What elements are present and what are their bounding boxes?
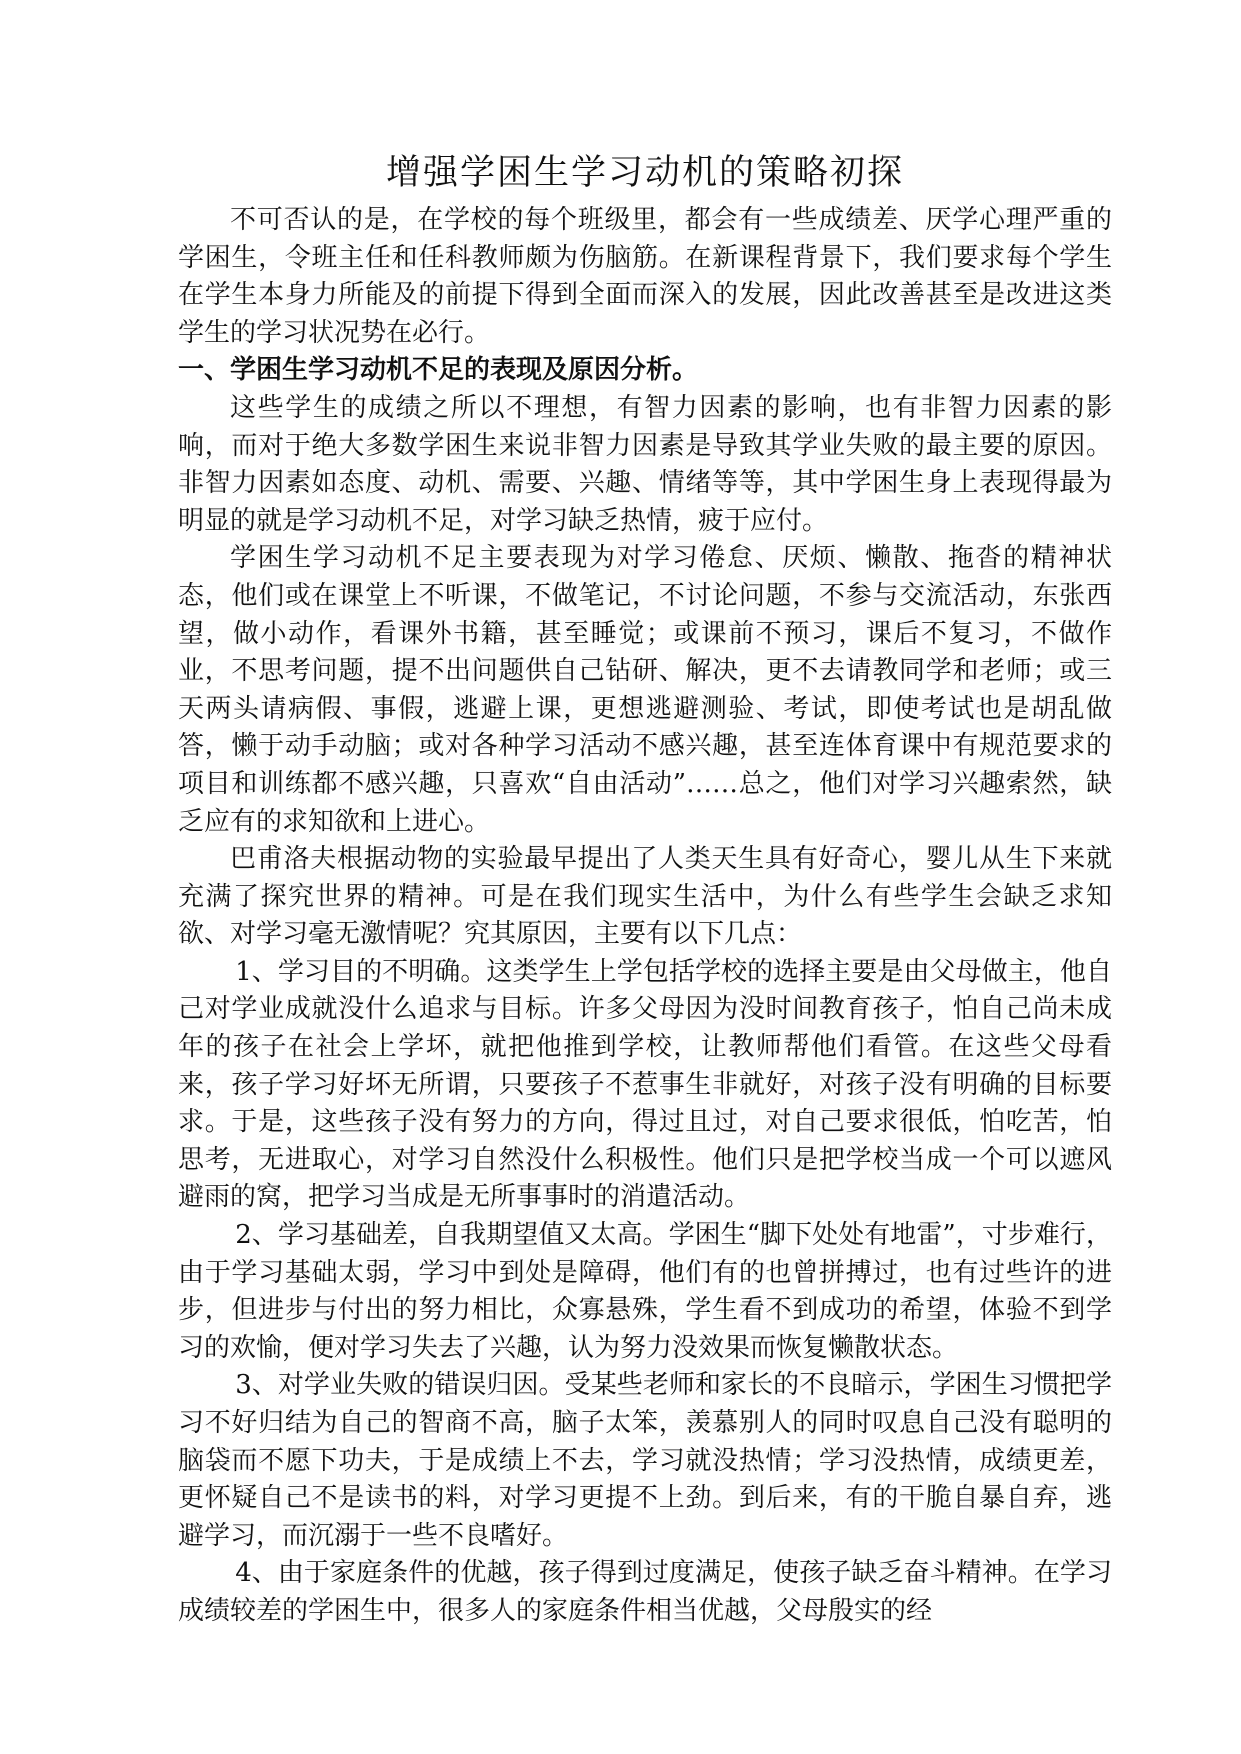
document-page <box>178 148 1112 1631</box>
document-title: 增强学困生学习动机的策略初探 <box>385 153 904 193</box>
section-heading: 一、学困生学习动机不足的表现及原因分析。 <box>178 355 699 386</box>
reason-paragraph: 3、对学业失败的错误归因。受某些老师和家长的不良暗示，学困生习惯把学习不好归结为自己的智商不高，脑子太笨，羡慕别人的同时叹息自己没有聪明的脑袋而不愿下功夫，于是成绩上不去，学习就没热情；学习没热情，成绩更差，更怀疑自己不是读书的料，对学习更提不上劲。到后来，有的干脆自暴自弃，逃避学习，而沉溺于一些不良嗜好。 <box>178 1370 1112 1551</box>
reason-paragraph: 1、学习目的不明确。这类学生上学包括学校的选择主要是由父母做主，他自己对学业成就没什么追求与目标。许多父母因为没时间教育孩子，怕自己尚未成年的孩子在社会上学坏，就把他推到学校，让教师帮他们看管。在这些父母看来，孩子学习好坏无所谓，只要孩子不惹事生非就好，对孩子没有明确的目标要求。于是，这些孩子没有努力的方向，得过且过，对自己要求很低，怕吃苦，怕思考，无进取心，对学习自然没什么积极性。他们只是把学校当成一个可以遮风避雨的窝，把学习当成是无所事事时的消遣活动。 <box>178 956 1112 1213</box>
body-paragraph: 巴甫洛夫根据动物的实验最早提出了人类天生具有好奇心，婴儿从生下来就充满了探究世界的精神。可是在我们现实生活中，为什么有些学生会缺乏求知欲、对学习毫无激情呢？究其原因，主要有以下几点： <box>178 844 1112 950</box>
reason-paragraph: 2、学习基础差，自我期望值又太高。学困生“脚下处处有地雷”，寸步难行，由于学习基础太弱，学习中到处是障碍，他们有的也曾拼搏过，也有过些许的进步，但进步与付出的努力相比，众寡悬殊，学生看不到成功的希望，体验不到学习的欢愉，便对学习失去了兴趣，认为努力没效果而恢复懒散状态。 <box>178 1220 1112 1363</box>
reason-paragraph: 4、由于家庭条件的优越，孩子得到过度满足，使孩子缺乏奋斗精神。在学习成绩较差的学困生中，很多人的家庭条件相当优越，父母殷实的经 <box>178 1558 1112 1626</box>
intro-paragraph: 不可否认的是，在学校的每个班级里，都会有一些成绩差、厌学心理严重的学困生，令班主任和任科教师颇为伤脑筋。在新课程背景下，我们要求每个学生在学生本身力所能及的前提下得到全面而深入的发展，因此改善甚至是改进这类学生的学习状况势在必行。 <box>178 205 1112 348</box>
body-paragraph: 学困生学习动机不足主要表现为对学习倦怠、厌烦、懒散、拖沓的精神状态，他们或在课堂上不听课，不做笔记，不讨论问题，不参与交流活动，东张西望，做小动作，看课外书籍，甚至睡觉；或课前不预习，课后不复习，不做作业，不思考问题，提不出问题供自己钻研、解决，更不去请教同学和老师；或三天两头请病假、事假，逃避上课，更想逃避测验、考试，即使考试也是胡乱做答，懒于动手动脑；或对各种学习活动不感兴趣，甚至连体育课中有规范要求的项目和训练都不感兴趣，只喜欢“自由活动”……总之，他们对学习兴趣索然，缺乏应有的求知欲和上进心。 <box>178 543 1112 837</box>
body-paragraph: 这些学生的成绩之所以不理想，有智力因素的影响，也有非智力因素的影响，而对于绝大多数学困生来说非智力因素是导致其学业失败的最主要的原因。非智力因素如态度、动机、需要、兴趣、情绪等等，其中学困生身上表现得最为明显的就是学习动机不足，对学习缺乏热情，疲于应付。 <box>178 392 1112 536</box>
